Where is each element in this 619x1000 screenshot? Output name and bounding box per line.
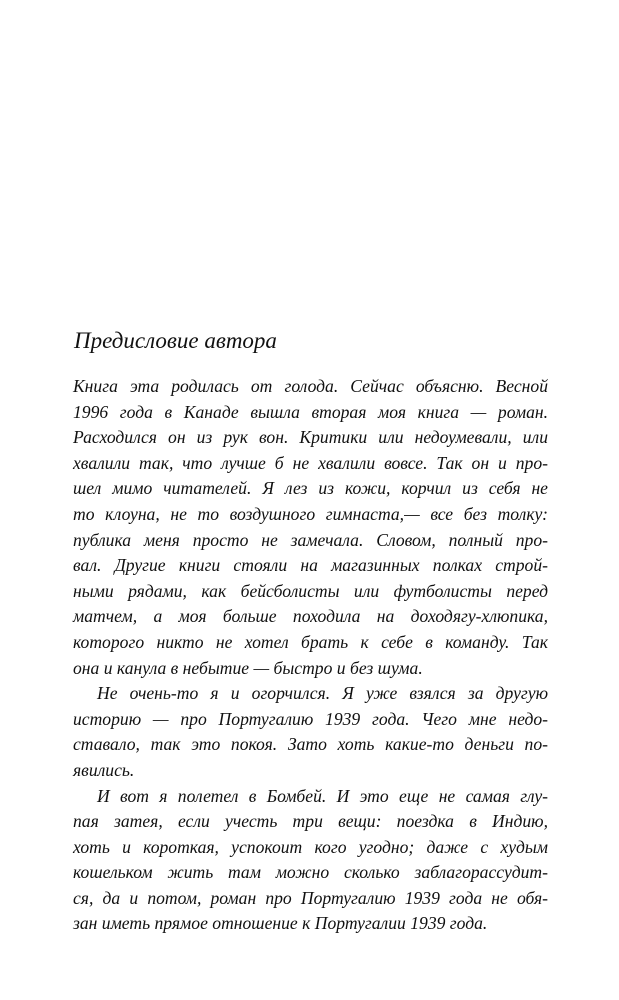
text-line: вал. Другие книги стояли на магазинных полках строй- [73, 555, 548, 576]
page-title: Предисловие автора [74, 328, 277, 353]
text-line: которого никто не хотел брать к себе в команду. Так [73, 631, 548, 652]
text-line: Расходился он из рук вон. Критики или недоумевали, или [73, 427, 548, 448]
text-line: пая затея, если учесть три вещи: поездка в Индию, [73, 811, 548, 832]
text-line: кошельком жить там можно сколько заблагорассудит- [73, 862, 548, 883]
text-line: 1996 года в Канаде вышла вторая моя книга — роман. [73, 401, 548, 422]
text-line: хоть и короткая, успокоит кого угодно; даже с худым [73, 836, 548, 857]
preface-text [73, 374, 548, 937]
text-line: ными рядами, как бейсболисты или футболисты перед [73, 580, 548, 601]
text-line: шел мимо читателей. Я лез из кожи, корчил из себя не [73, 478, 548, 499]
text-line: матчем, а моя больше походила на доходягу-хлюпика, [73, 606, 548, 627]
text-line: публика меня просто не замечала. Словом, полный про- [73, 529, 548, 550]
text-line: то клоуна, не то воздушного гимнаста,— все без толку: [73, 503, 548, 524]
text-line: Не очень-то я и огорчился. Я уже взялся за другую [97, 683, 548, 704]
text-line: И вот я полетел в Бомбей. И это еще не самая глу- [97, 785, 548, 806]
text-line: она и канула в небытие — быстро и без шума. [73, 657, 423, 678]
text-line: ся, да и потом, роман про Португалию 1939 года не обя- [73, 887, 548, 908]
text-line: зан иметь прямое отношение к Португалии 1939 года. [73, 913, 488, 934]
text-line: историю — про Португалию 1939 года. Чего мне недо- [73, 708, 548, 729]
text-line: Книга эта родилась от голода. Сейчас объясню. Весной [73, 376, 548, 396]
text-line: хвалили так, что лучше б не хвалили вовсе. Так он и про- [73, 452, 548, 473]
text-line: ставало, так это покоя. Зато хоть какие-то деньги по- [73, 734, 548, 755]
text-line: явились. [73, 759, 135, 780]
